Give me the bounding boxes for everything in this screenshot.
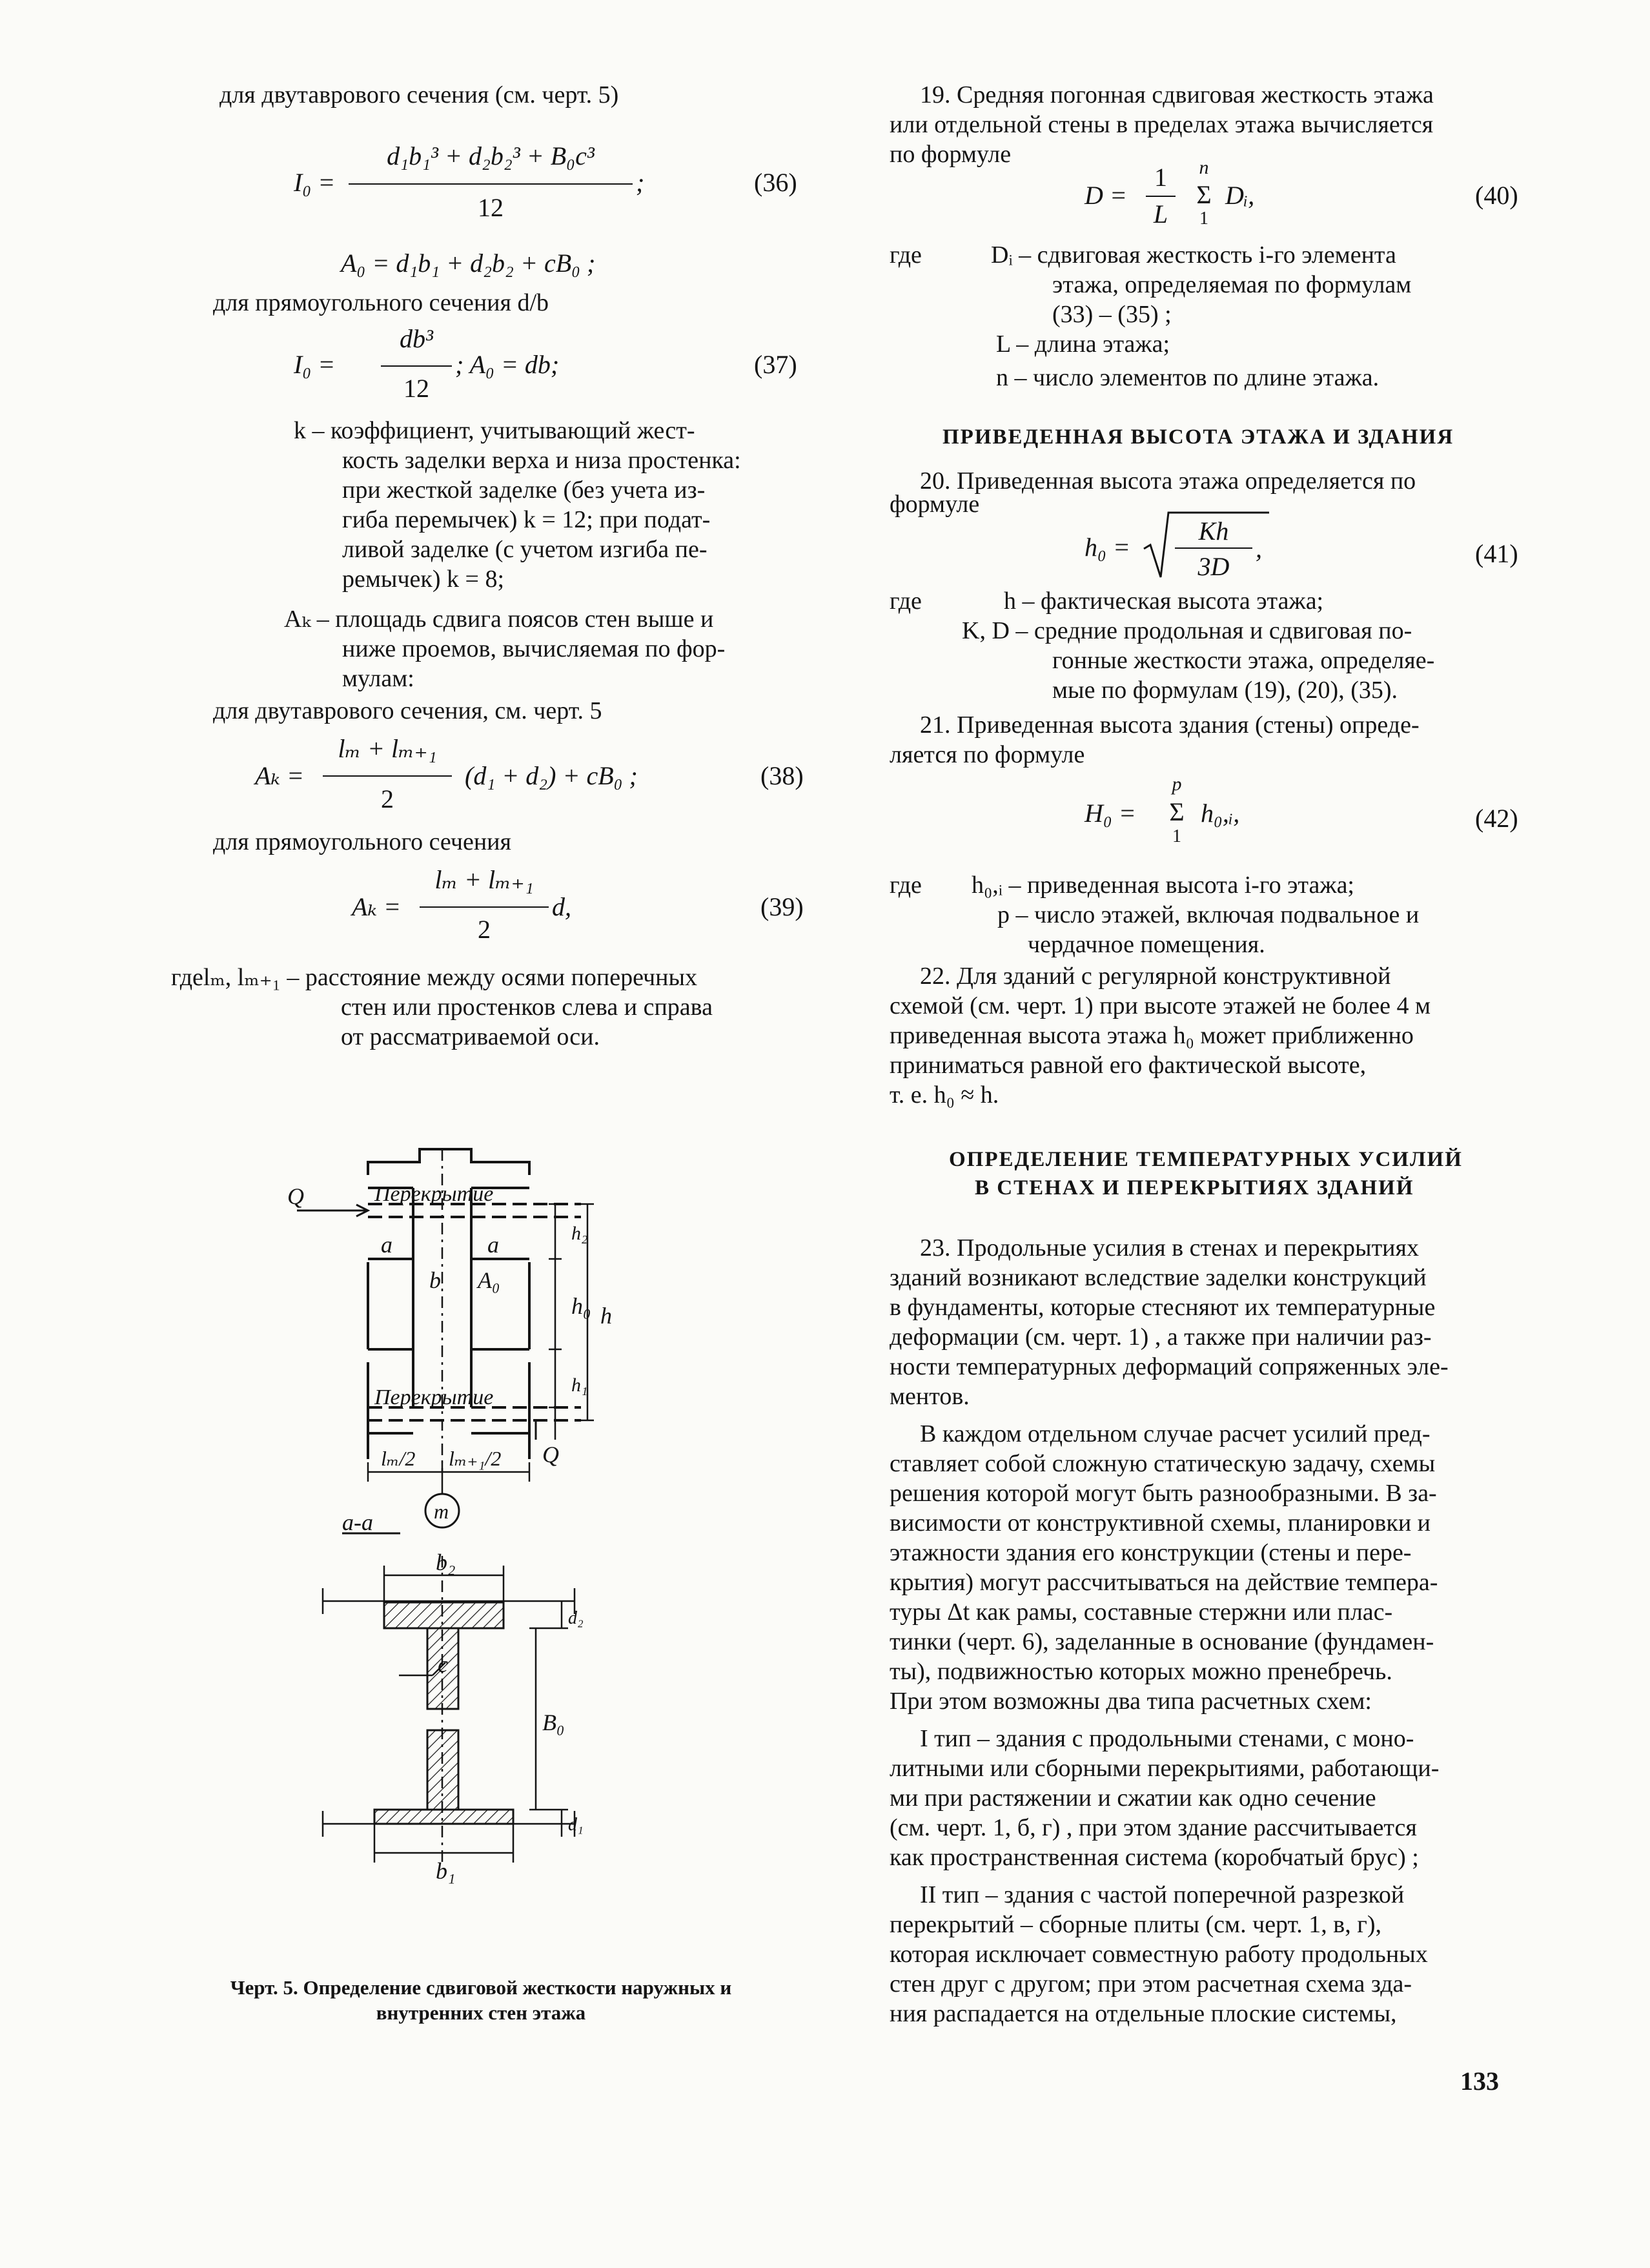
eq40-number: (40) — [1475, 181, 1518, 210]
section-heading-reduced-height: ПРИВЕДЕННАЯ ВЫСОТА ЭТАЖА И ЗДАНИЯ — [942, 425, 1454, 449]
upper-flange-section — [384, 1602, 504, 1628]
eq37-number: (37) — [754, 350, 797, 379]
p19-where-line: Dᵢ – сдвиговая жесткость i-го элемента — [991, 241, 1396, 269]
fig-label-d2: d₂ — [568, 1608, 584, 1628]
fig-label-a-left: a — [381, 1232, 392, 1258]
p19-where-line: (33) – (35) ; — [1052, 301, 1172, 328]
p20-where-line: гонные жесткости этажа, определяе- — [1052, 647, 1435, 674]
fig-label-section-aa: a-a — [342, 1509, 373, 1535]
eq40-tail: Dᵢ, — [1225, 181, 1255, 210]
fig-label-b1: b₁ — [436, 1858, 456, 1884]
fig-label-h: h — [600, 1303, 612, 1329]
eq37-lhs: I₀ = — [294, 350, 336, 379]
p24-line: этажности здания его конструкции (стены и пере- — [890, 1539, 1412, 1566]
k-def-line: гиба перемычек) k = 12; при подат- — [342, 506, 711, 533]
text-line: для двутаврового сечения (см. черт. 5) — [219, 81, 619, 108]
p25-line: литными или сборными перекрытиями, работающи- — [890, 1755, 1440, 1782]
p19-line: по формуле — [890, 141, 1012, 168]
p23-line: зданий возникают вследствие заделки конструкций — [890, 1264, 1427, 1291]
eq42-sum-bottom: 1 — [1172, 826, 1181, 846]
fig-label-lm12: lₘ₊₁/2 — [449, 1447, 502, 1470]
page-number: 133 — [1460, 2067, 1499, 2096]
ak-def-line: Aₖ – площадь сдвига поясов стен выше и — [284, 606, 714, 633]
eq42-number: (42) — [1475, 804, 1518, 833]
eq39-tail: d, — [552, 892, 571, 921]
text-line: для прямоугольного сечения — [213, 828, 511, 855]
where-lm-line: от рассматриваемой оси. — [341, 1023, 600, 1050]
eq41-fraction-bar — [1175, 547, 1252, 549]
p20-where-line: K, D – средние продольная и сдвиговая по- — [962, 617, 1412, 644]
k-def-line: k – коэффициент, учитывающий жест- — [294, 417, 695, 444]
p23-line: в фундаменты, которые стесняют их температурные — [890, 1294, 1436, 1321]
p22-line: т. е. h₀ ≈ h. — [890, 1081, 999, 1108]
eq-a0: A₀ = d₁b₁ + d₂b₂ + cB₀ ; — [341, 249, 596, 278]
text-line: для двутаврового сечения, см. черт. 5 — [213, 697, 602, 724]
eq37-fraction-bar — [381, 365, 452, 367]
fig-label-q-lower: Q — [542, 1442, 559, 1467]
p20-where-line: h – фактическая высота этажа; — [1004, 587, 1324, 615]
eq38-lhs: Aₖ = — [255, 761, 305, 790]
p19-where-line: L – длина этажа; — [996, 331, 1170, 358]
p21-where-line: чердачное помещения. — [1028, 931, 1265, 958]
eq40-sigma: Σ — [1196, 180, 1212, 209]
p24-line: туры Δt как рамы, составные стержни или плас- — [890, 1599, 1393, 1626]
eq38-fraction-bar — [323, 775, 452, 777]
lower-flange-section — [374, 1810, 513, 1824]
fig-label-d1: d₁ — [568, 1815, 584, 1835]
k-def-line: кость заделки верха и низа простенка: — [342, 447, 741, 474]
k-def-line: ливой заделке (с учетом изгиба пе- — [342, 536, 708, 563]
p19-where-line: n – число элементов по длине этажа. — [996, 364, 1380, 391]
fig-label-h0: h₀ — [571, 1293, 591, 1319]
p25-line: (см. черт. 1, б, г) , при этом здание рассчитывается — [890, 1814, 1417, 1841]
eq36-tail: ; — [636, 168, 645, 197]
p25-line: I тип – здания с продольными стенами, с моно- — [920, 1725, 1414, 1752]
p24-line: При этом возможны два типа расчетных схем: — [890, 1688, 1372, 1715]
fig-label-h1: h₁ — [571, 1374, 588, 1396]
eq38-denominator: 2 — [381, 784, 394, 813]
eq40-lhs: D = — [1085, 181, 1127, 210]
p22-line: приведенная высота этажа h₀ может приближенно — [890, 1022, 1414, 1049]
eq40-sum-top: n — [1199, 157, 1209, 178]
fig-label-m: m — [434, 1500, 449, 1523]
eq40-sum-bottom: 1 — [1199, 209, 1208, 229]
eq42-sigma-glyph: Σ — [1169, 797, 1185, 826]
top-wall-outline — [368, 1149, 529, 1175]
p19-line: или отдельной стены в пределах этажа вычисляется — [890, 111, 1434, 138]
p26-line: перекрытий – сборные плиты (см. черт. 1, в, г), — [890, 1911, 1381, 1938]
p21-line: ляется по формуле — [890, 741, 1085, 768]
fig-label-lm2: lₘ/2 — [381, 1447, 416, 1470]
where-lm-line: стен или простенков слева и справа — [341, 994, 713, 1021]
section-heading-thermal: В СТЕНАХ И ПЕРЕКРЫТИЯХ ЗДАНИЙ — [975, 1176, 1414, 1200]
p19-where-line: этажа, определяемая по формулам — [1052, 271, 1412, 298]
eq41-lhs: h₀ = — [1085, 533, 1130, 562]
text-line: для прямоугольного сечения d/b — [213, 289, 549, 316]
eq36-lhs: I₀ = — [294, 168, 336, 197]
eq41-number: (41) — [1475, 539, 1518, 568]
lower-web-section — [427, 1730, 458, 1810]
eq41-numerator: Kh — [1198, 516, 1229, 546]
figure-shear-stiffness — [284, 1136, 697, 1898]
section-heading-thermal: ОПРЕДЕЛЕНИЕ ТЕМПЕРАТУРНЫХ УСИЛИЙ — [949, 1148, 1463, 1171]
p24-line: ты), подвижностью которых можно пренебречь. — [890, 1658, 1392, 1685]
p22-line: приниматься равной его фактической высоте, — [890, 1052, 1367, 1079]
ak-def-line: ниже проемов, вычисляемая по фор- — [342, 635, 726, 662]
left-opening — [368, 1259, 413, 1349]
p20-line: формуле — [890, 491, 980, 518]
ak-def-line: мулам: — [342, 665, 414, 692]
p24-line: В каждом отдельном случае расчет усилий пред- — [920, 1420, 1431, 1447]
p24-line: крытия) могут рассчитываться на действие темпера- — [890, 1569, 1438, 1596]
eq39-denominator: 2 — [478, 915, 491, 944]
p21-line: 21. Приведенная высота здания (стены) опреде- — [920, 711, 1420, 739]
eq39-fraction-bar — [420, 906, 549, 908]
where-lm-line: гдеlₘ, lₘ₊₁ – расстояние между осями поперечных — [171, 964, 698, 991]
p21-where-line: h₀,ᵢ – приведенная высота i-го этажа; — [972, 872, 1354, 899]
eq42-sum-top: p — [1172, 773, 1182, 795]
fig-label-b: b — [429, 1267, 441, 1293]
fig-label-slab-bottom: Перекрытие — [374, 1385, 494, 1409]
p25-line: как пространственная система (коробчатый брус) ; — [890, 1844, 1419, 1871]
p22-line: 22. Для зданий с регулярной конструктивной — [920, 963, 1391, 990]
p24-line: ставляет собой сложную статическую задачу, схемы — [890, 1450, 1436, 1477]
eq38-numerator: lₘ + lₘ₊₁ — [338, 734, 437, 763]
where-label: где — [890, 241, 922, 269]
fig-label-h2: h₂ — [571, 1223, 588, 1244]
fig-label-b2: b₂ — [436, 1549, 456, 1575]
fig-label-c: c — [438, 1651, 448, 1677]
eq36-numerator: d₁b₁³ + d₂b₂³ + B₀c³ — [387, 141, 595, 170]
fig-label-b0: B₀ — [542, 1710, 565, 1735]
p25-line: ми при растяжении и сжатии как одно сечение — [890, 1784, 1376, 1812]
fig-label-q: Q — [287, 1183, 304, 1209]
p23-line: ности температурных деформаций сопряженных эле- — [890, 1353, 1449, 1380]
k-def-line: ремычек) k = 8; — [342, 566, 505, 593]
p19-line: 19. Средняя погонная сдвиговая жесткость этажа — [920, 81, 1434, 108]
p26-line: ния распадается на отдельные плоские системы, — [890, 2000, 1397, 2027]
eq37-denominator: 12 — [403, 374, 429, 403]
eq37-tail: ; A₀ = db; — [455, 350, 560, 379]
eq41-denominator: 3D — [1197, 552, 1230, 581]
where-label: где — [890, 587, 922, 615]
p23-line: 23. Продольные усилия в стенах и перекрытиях — [920, 1234, 1419, 1262]
eq36-number: (36) — [754, 168, 797, 197]
eq37-numerator: db³ — [400, 324, 433, 353]
k-def-line: при жесткой заделке (без учета из- — [342, 476, 706, 504]
p24-line: тинки (черт. 6), заделанные в основание (фундамен- — [890, 1628, 1434, 1655]
eq36-fraction-bar — [349, 183, 633, 185]
eq40-fraction-bar — [1146, 196, 1176, 197]
p24-line: висимости от конструктивной схемы, планировки и — [890, 1509, 1431, 1537]
p21-where-line: p – число этажей, включая подвальное и — [997, 901, 1420, 928]
p26-line: II тип – здания с частой поперечной разрезкой — [920, 1881, 1405, 1908]
eq38-number: (38) — [760, 761, 804, 790]
eq39-numerator: lₘ + lₘ₊₁ — [434, 865, 534, 894]
p23-line: деформации (см. черт. 1) , а также при наличии раз- — [890, 1323, 1432, 1351]
p26-line: стен друг с другом; при этом расчетная схема зда- — [890, 1970, 1412, 1997]
eq40-denominator: L — [1153, 199, 1168, 229]
fig-label-slab-top: Перекрытие — [374, 1182, 494, 1206]
figure-caption — [161, 1976, 800, 2026]
fig-label-a0: A₀ — [478, 1267, 500, 1293]
p20-line: 20. Приведенная высота этажа определяется по — [920, 467, 1416, 495]
p24-line: решения которой могут быть разнообразными. В за- — [890, 1480, 1437, 1507]
caption-line: Черт. 5. Определение сдвиговой жесткости наружных и — [230, 1976, 732, 1999]
eq42-lhs: H₀ = — [1085, 799, 1136, 828]
eq40-numerator: 1 — [1154, 163, 1167, 192]
eq42-tail: h₀,ᵢ, — [1201, 799, 1240, 828]
eq38-tail: (d₁ + d₂) + cB₀ ; — [465, 761, 638, 790]
eq41-tail: , — [1256, 534, 1262, 563]
p23-line: ментов. — [890, 1383, 970, 1410]
where-label: где — [890, 872, 922, 899]
caption-line: внутренних стен этажа — [376, 2001, 586, 2024]
eq39-number: (39) — [760, 892, 804, 921]
fig-label-a-right: a — [487, 1232, 499, 1258]
p22-line: схемой (см. черт. 1) при высоте этажей не более 4 м — [890, 992, 1431, 1019]
p26-line: которая исключает совместную работу продольных — [890, 1941, 1428, 1968]
eq36-denominator: 12 — [478, 193, 504, 222]
eq39-lhs: Aₖ = — [352, 892, 402, 921]
p20-where-line: мые по формулам (19), (20), (35). — [1052, 677, 1398, 704]
